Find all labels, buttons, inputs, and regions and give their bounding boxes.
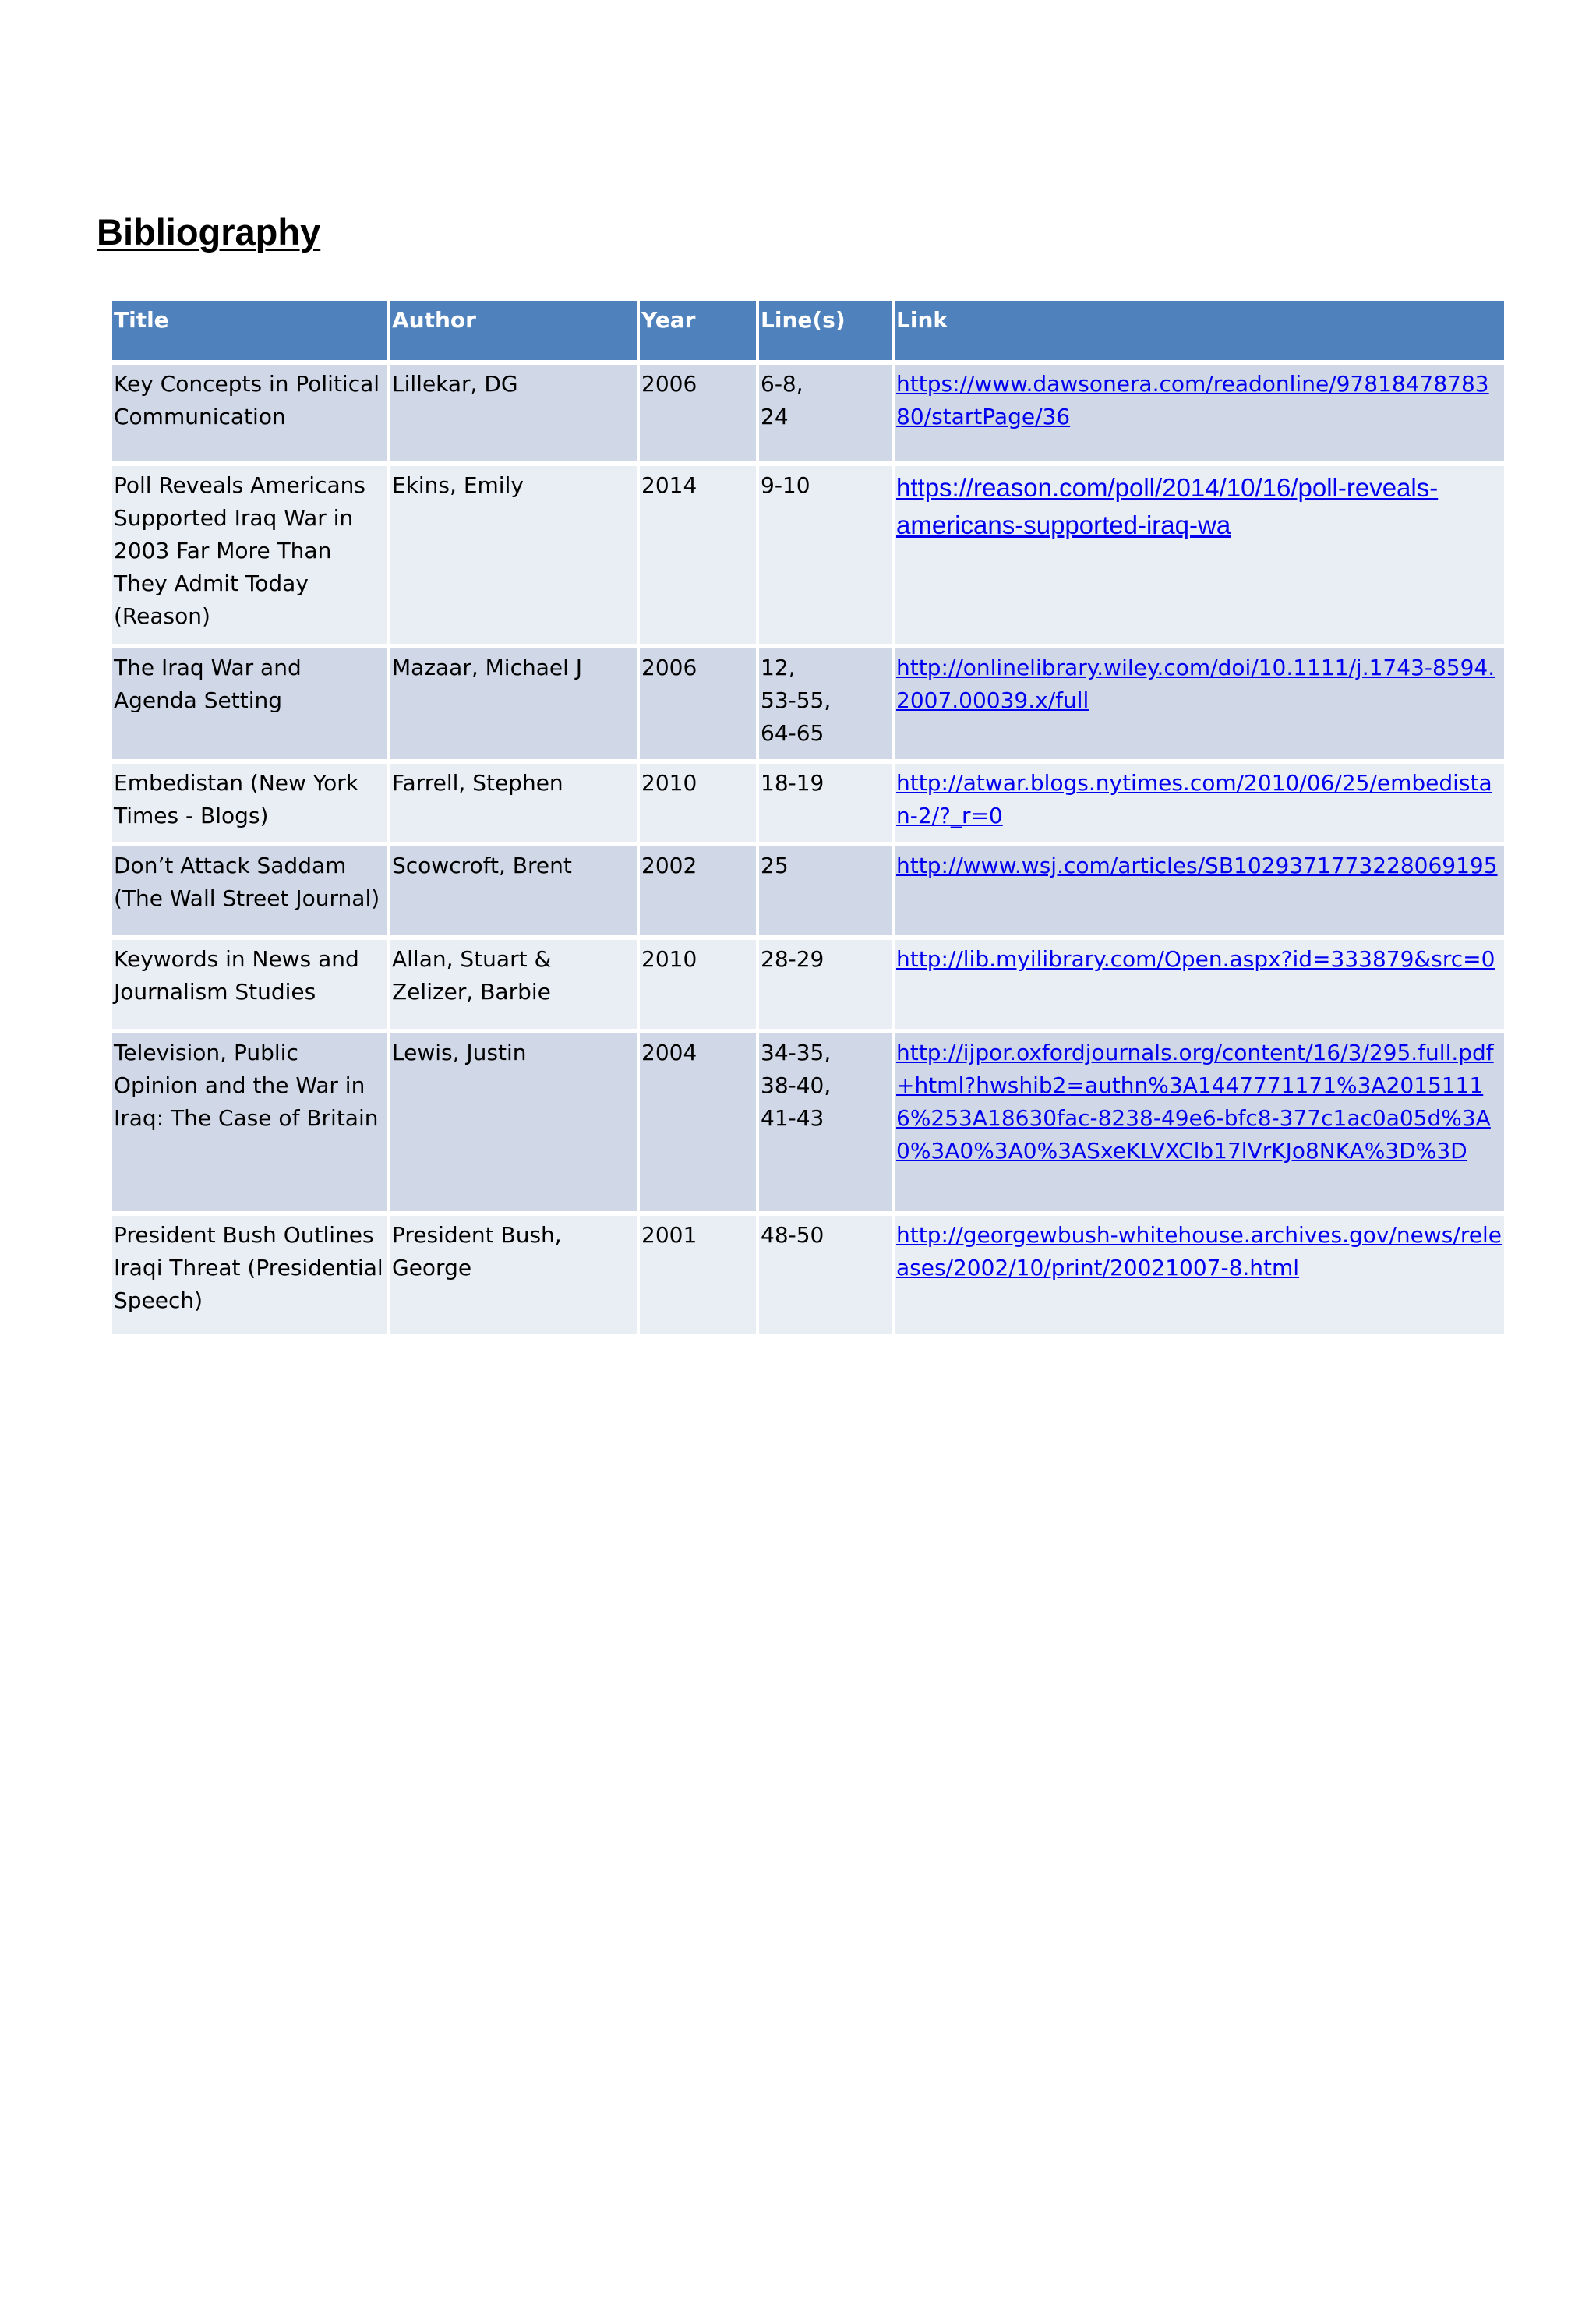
source-link[interactable]: http://onlinelibrary.wiley.com/doi/10.1111/j.1743-8594.2007.00039.x/full [896, 655, 1495, 713]
column-header-link: Link [895, 301, 1504, 360]
cell-lines: 12, 53-55, 64-65 [759, 648, 892, 759]
cell-link [895, 1033, 1504, 1211]
bibliography-table [109, 296, 1507, 1339]
cell-lines: 6-8, 24 [759, 365, 892, 461]
table-row [112, 648, 1504, 759]
table-row [112, 365, 1504, 461]
cell-link [895, 940, 1504, 1029]
page-title: Bibliography [97, 211, 321, 253]
cell-year: 2006 [640, 648, 756, 759]
cell-title: Poll Reveals Americans Supported Iraq War in 2003 Far More Than They Admit Today (Reason) [112, 466, 387, 644]
cell-author: Mazaar, Michael J [390, 648, 637, 759]
cell-author: Ekins, Emily [390, 466, 637, 644]
table-row [112, 940, 1504, 1029]
cell-year: 2014 [640, 466, 756, 644]
cell-year: 2001 [640, 1216, 756, 1334]
cell-title: President Bush Outlines Iraqi Threat (Presidential Speech) [112, 1216, 387, 1334]
cell-lines: 28-29 [759, 940, 892, 1029]
table-row [112, 466, 1504, 644]
cell-year: 2010 [640, 940, 756, 1029]
cell-title: Television, Public Opinion and the War in Iraq: The Case of Britain [112, 1033, 387, 1211]
table-row [112, 1033, 1504, 1211]
cell-lines: 34-35, 38-40, 41-43 [759, 1033, 892, 1211]
cell-year: 2002 [640, 846, 756, 935]
source-link[interactable]: https://www.dawsonera.com/readonline/9781847878380/startPage/36 [896, 371, 1489, 429]
column-header-lines: Line(s) [759, 301, 892, 360]
cell-lines: 9-10 [759, 466, 892, 644]
cell-link [895, 648, 1504, 759]
column-header-year: Year [640, 301, 756, 360]
table-header-row [112, 301, 1504, 360]
cell-title: Key Concepts in Political Communication [112, 365, 387, 461]
table-row [112, 1216, 1504, 1334]
cell-author: Lillekar, DG [390, 365, 637, 461]
cell-author: Allan, Stuart & Zelizer, Barbie [390, 940, 637, 1029]
cell-author: Scowcroft, Brent [390, 846, 637, 935]
source-link[interactable]: http://atwar.blogs.nytimes.com/2010/06/25/embedistan-2/?_r=0 [896, 770, 1492, 828]
column-header-title: Title [112, 301, 387, 360]
source-link[interactable]: http://www.wsj.com/articles/SB1029371773228069195 [896, 853, 1498, 878]
cell-title: Embedistan (New York Times - Blogs) [112, 764, 387, 842]
cell-title: Keywords in News and Journalism Studies [112, 940, 387, 1029]
cell-author: President Bush, George [390, 1216, 637, 1334]
source-link[interactable]: http://georgewbush-whitehouse.archives.gov/news/releases/2002/10/print/20021007-8.html [896, 1222, 1502, 1281]
source-link[interactable]: http://lib.myilibrary.com/Open.aspx?id=333879&src=0 [896, 946, 1495, 972]
source-link[interactable]: https://reason.com/poll/2014/10/16/poll-reveals-americans-supported-iraq-wa [896, 473, 1439, 539]
cell-author: Lewis, Justin [390, 1033, 637, 1211]
cell-link [895, 365, 1504, 461]
cell-link [895, 466, 1504, 644]
cell-year: 2006 [640, 365, 756, 461]
cell-title: Don’t Attack Saddam (The Wall Street Journal) [112, 846, 387, 935]
cell-link [895, 846, 1504, 935]
cell-lines: 18-19 [759, 764, 892, 842]
cell-author: Farrell, Stephen [390, 764, 637, 842]
source-link[interactable]: http://ijpor.oxfordjournals.org/content/16/3/295.full.pdf+html?hwshib2=authn%3A1447771171%3A20151116%253A18630fac-8238-49e6-bfc8-377c1ac0a05d%3A0%3A0%3A0%3ASxeKLVXClb17lVrKJo8NKA%3D%3D [896, 1040, 1494, 1164]
cell-lines: 25 [759, 846, 892, 935]
cell-year: 2004 [640, 1033, 756, 1211]
cell-lines: 48-50 [759, 1216, 892, 1334]
table-row [112, 764, 1504, 842]
cell-link [895, 764, 1504, 842]
cell-link [895, 1216, 1504, 1334]
column-header-author: Author [390, 301, 637, 360]
table-row [112, 846, 1504, 935]
cell-title: The Iraq War and Agenda Setting [112, 648, 387, 759]
cell-year: 2010 [640, 764, 756, 842]
